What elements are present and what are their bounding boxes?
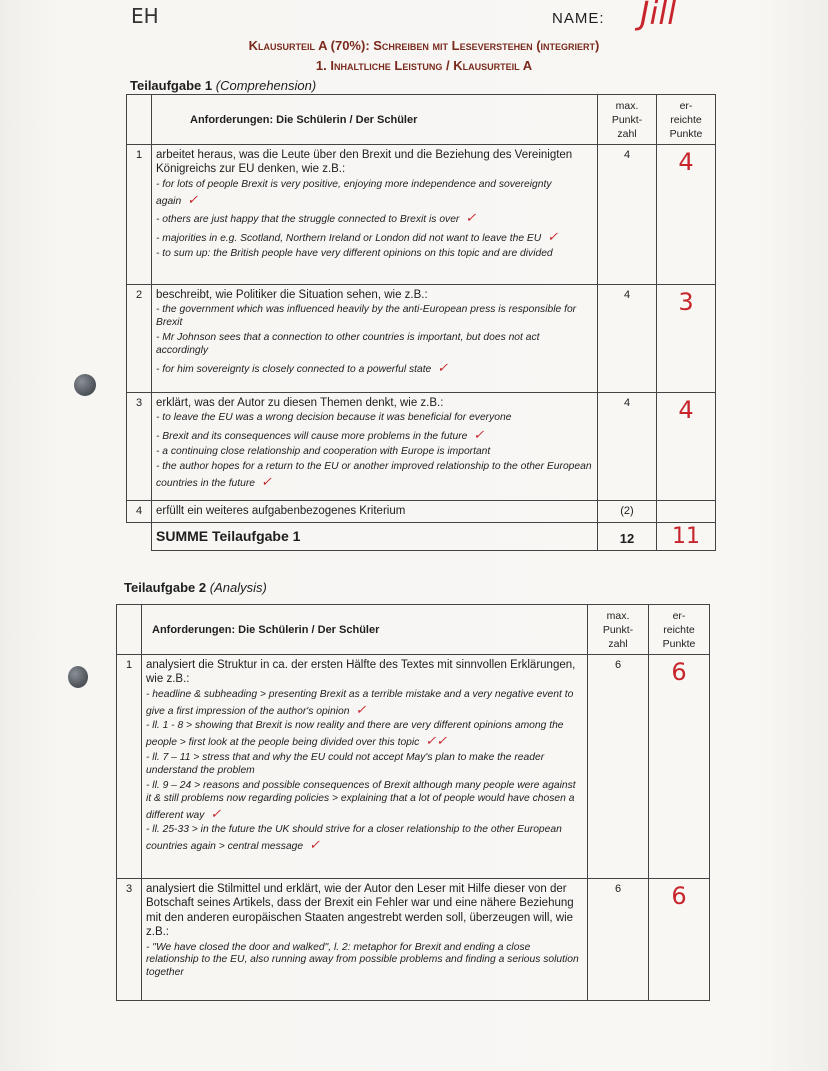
check-mark-icon: ✓ (261, 473, 272, 489)
t2-header-max-1: max. (606, 610, 630, 622)
t2-row-1-ex-4-text: - ll. 9 – 24 > reasons and possible consequences of Brexit although many people were against it & still problems now regarding policies > explaining that a lot of people would have chosen a different way (146, 779, 576, 821)
t1-row-3 (127, 393, 716, 501)
punch-hole-bottom (68, 666, 88, 688)
t1-row-3-ex-2 (156, 427, 593, 444)
check-mark-icon: ✓ (309, 837, 321, 853)
t1-row-3-score: 4 (678, 396, 694, 424)
t1-header-got-2: reichte (670, 114, 702, 127)
t2-row-2-got (649, 879, 710, 1001)
t2-header-req: Anforderungen: Die Schülerin / Der Schüler (142, 605, 588, 655)
t2-row-1-num: 1 (117, 655, 142, 879)
t1-header-req: Anforderungen: Die Schülerin / Der Schüler (152, 95, 598, 145)
t1-row-1-ex-1-text: - for lots of people Brexit is very positive, enjoying more independence and sovereignty again (156, 178, 552, 207)
t1-header-num (127, 95, 152, 145)
t2-row-2-text: analysiert die Stilmittel und erklärt, wie der Autor den Leser mit Hilfe dieser von der Botschaft seines Artikels, dass der Brexit ein Fehler war und eine nähere Beziehung mit den anderen europäischen Staaten angestrebt werden soll, überzeugen will, wie z.B.: (146, 883, 574, 939)
t1-row-1-ex-2-text: - others are just happy that the struggle connected to Brexit is over (156, 214, 460, 226)
t1-row-2-score: 3 (678, 288, 694, 316)
t1-sum-label: SUMME Teilaufgabe 1 (152, 523, 598, 551)
student-name: Jill (640, 0, 677, 32)
t1-row-1-req (152, 145, 598, 285)
t1-header-got-3: Punkte (669, 128, 703, 141)
t1-sum-got (657, 523, 716, 551)
t1-row-1-max: 4 (598, 145, 657, 285)
t1-sum-score: 11 (672, 524, 700, 549)
check-mark-icon: ✓ (210, 805, 222, 821)
t1-row-1-ex-3-text: - majorities in e.g. Scotland, Northern Ireland or London did not want to leave the EU (156, 233, 542, 245)
t2-row-2-ex-1: - "We have closed the door and walked", l. 2: metaphor for Brexit and ending a close relationship to the EU, also running away from possible problems and finding a serious solution together (146, 941, 579, 979)
t2-header-got-1: er- (672, 610, 686, 622)
name-label: NAME: (552, 10, 605, 27)
t1-row-2-text: beschreibt, wie Politiker die Situation sehen, wie z.B.: (156, 289, 428, 301)
t2-header-num (117, 605, 142, 655)
corner-mark: EH (131, 4, 159, 28)
t1-row-3-req (152, 393, 598, 501)
t2-header-max-3: zahl (608, 638, 628, 651)
t1-row-1 (127, 145, 716, 285)
check-mark-icon: ✓ (465, 210, 477, 226)
t1-row-2-max: 4 (598, 285, 657, 393)
t1-row-1-ex-4: - to sum up: the British people have very different opinions on this topic and are divided (156, 248, 553, 260)
t1-row-3-ex-2-text: - Brexit and its consequences will cause more problems in the future (156, 431, 468, 443)
t1-row-3-ex-4 (156, 461, 593, 491)
t1-title (130, 78, 316, 93)
t2-row-1-max: 6 (588, 655, 649, 879)
t1-row-1-got (657, 145, 716, 285)
t2-title (124, 580, 267, 595)
t1-row-3-text: erklärt, was der Autor zu diesen Themen denkt, wie z.B.: (156, 397, 444, 409)
t2-row-1-ex-2 (146, 720, 583, 750)
t1-row-2-req (152, 285, 598, 393)
t2-subtitle: (Analysis) (209, 580, 267, 595)
t2-row-2-req (142, 879, 588, 1001)
t1-header-max-1: max. (615, 100, 639, 112)
t2-row-2 (117, 879, 710, 1001)
t2-row-1-ex-2-text: - ll. 1 - 8 > showing that Brexit is now reality and there are very different opinions among the people > first look at the people being divided over this topic (146, 720, 564, 749)
t2-row-1-req (142, 655, 588, 879)
t1-row-1-text: arbeitet heraus, was die Leute über den Brexit und die Beziehung des Vereinigten Königreichs zur EU denken, wie z.B.: (156, 149, 573, 176)
t2-row-1-ex-1-text: - headline & subheading > presenting Brexit as a terrible mistake and a very negative event to give a first impression of the author's opinion (146, 688, 574, 717)
t1-row-3-ex-3: - a continuing close relationship and cooperation with Europe is important (156, 446, 491, 458)
t2-header-max-2: Punkt- (602, 624, 634, 637)
t2-row-1-ex-3: - ll. 7 – 11 > stress that and why the EU could not accept May's plan to make the reader understand the problem (146, 752, 545, 777)
t2-row-2-score: 6 (671, 882, 687, 910)
t2-row-1-ex-5 (146, 824, 583, 854)
t1-row-3-got (657, 393, 716, 501)
t2-table (116, 604, 710, 1001)
t2-row-1-got (649, 655, 710, 879)
check-mark-icon: ✓ (187, 191, 199, 207)
check-mark-icon: ✓✓ (425, 733, 448, 749)
t1-header-got-1: er- (679, 100, 693, 112)
t1-sum-spacer (127, 523, 152, 551)
t2-header-got (649, 605, 710, 655)
t1-row-1-ex-2 (156, 210, 593, 227)
t1-row-3-ex-4-text: - the author hopes for a return to the EU or another improved relationship to the other European countries in the future (156, 460, 592, 489)
t1-row-2-ex-3-text: - for him sovereignty is closely connected to a powerful state (156, 363, 432, 375)
t1-title-text: Teilaufgabe 1 (130, 78, 213, 93)
t1-header-max-2: Punkt- (611, 114, 643, 127)
t1-row-2-ex-3 (156, 360, 593, 377)
t1-row-2-got (657, 285, 716, 393)
t1-row-2-ex-2: - Mr Johnson sees that a connection to other countries is important, but does not act accordingly (156, 332, 540, 356)
t1-row-1-num: 1 (127, 145, 152, 285)
t2-row-1-text: analysiert die Struktur in ca. der ersten Hälfte des Textes mit sinnvollen Erklärungen, wie z.B.: (146, 659, 576, 686)
t2-title-text: Teilaufgabe 2 (124, 580, 207, 595)
t1-row-4-got (657, 501, 716, 523)
t1-table (126, 94, 716, 551)
t1-row-2 (127, 285, 716, 393)
t1-row-4-text: erfüllt ein weiteres aufgabenbezogenes Kriterium (152, 501, 598, 523)
t2-header-got-3: Punkte (662, 638, 696, 651)
t1-subtitle: (Comprehension) (215, 78, 317, 93)
t1-row-1-ex-3 (156, 229, 593, 246)
t1-row-2-ex-1: - the government which was influenced heavily by the anti-European press is responsible for Brexit (156, 304, 577, 329)
check-mark-icon: ✓ (547, 229, 559, 245)
t1-sum-row (127, 523, 716, 551)
t1-header-max (598, 95, 657, 145)
t2-row-1-score: 6 (671, 658, 687, 686)
t1-sum-max: 12 (598, 523, 657, 551)
check-mark-icon: ✓ (355, 701, 367, 717)
check-mark-icon: ✓ (437, 359, 449, 375)
header-line-1: Klausurteil A (70%): Schreiben mit Leseverstehen (integriert) (248, 38, 600, 53)
t1-row-1-ex-1 (156, 179, 593, 209)
t1-row-2-num: 2 (127, 285, 152, 393)
t2-row-1 (117, 655, 710, 879)
t1-row-3-ex-1: - to leave the EU was a wrong decision because it was beneficial for everyone (156, 412, 512, 424)
t2-header-got-2: reichte (663, 624, 695, 637)
t1-row-3-num: 3 (127, 393, 152, 501)
t2-header-max (588, 605, 649, 655)
t1-row-1-score: 4 (678, 148, 694, 176)
t1-row-4 (127, 501, 716, 523)
t1-row-3-max: 4 (598, 393, 657, 501)
t2-header-row (117, 605, 710, 655)
t2-row-2-max: 6 (588, 879, 649, 1001)
check-mark-icon: ✓ (473, 427, 485, 443)
t2-row-1-ex-4 (146, 780, 583, 823)
header-line-2: 1. Inhaltliche Leistung / Klausurteil A (315, 58, 533, 73)
t1-row-4-num: 4 (127, 501, 152, 523)
t1-header-row (127, 95, 716, 145)
t1-header-got (657, 95, 716, 145)
t1-header-max-3: zahl (617, 128, 637, 141)
t2-row-2-num: 3 (117, 879, 142, 1001)
punch-hole-top (74, 374, 96, 396)
t2-row-1-ex-1 (146, 689, 583, 719)
t2-row-1-ex-5-text: - ll. 25-33 > in the future the UK should strive for a closer relationship to the other European countries again > central message (146, 824, 562, 853)
t1-row-4-max: (2) (598, 501, 657, 523)
